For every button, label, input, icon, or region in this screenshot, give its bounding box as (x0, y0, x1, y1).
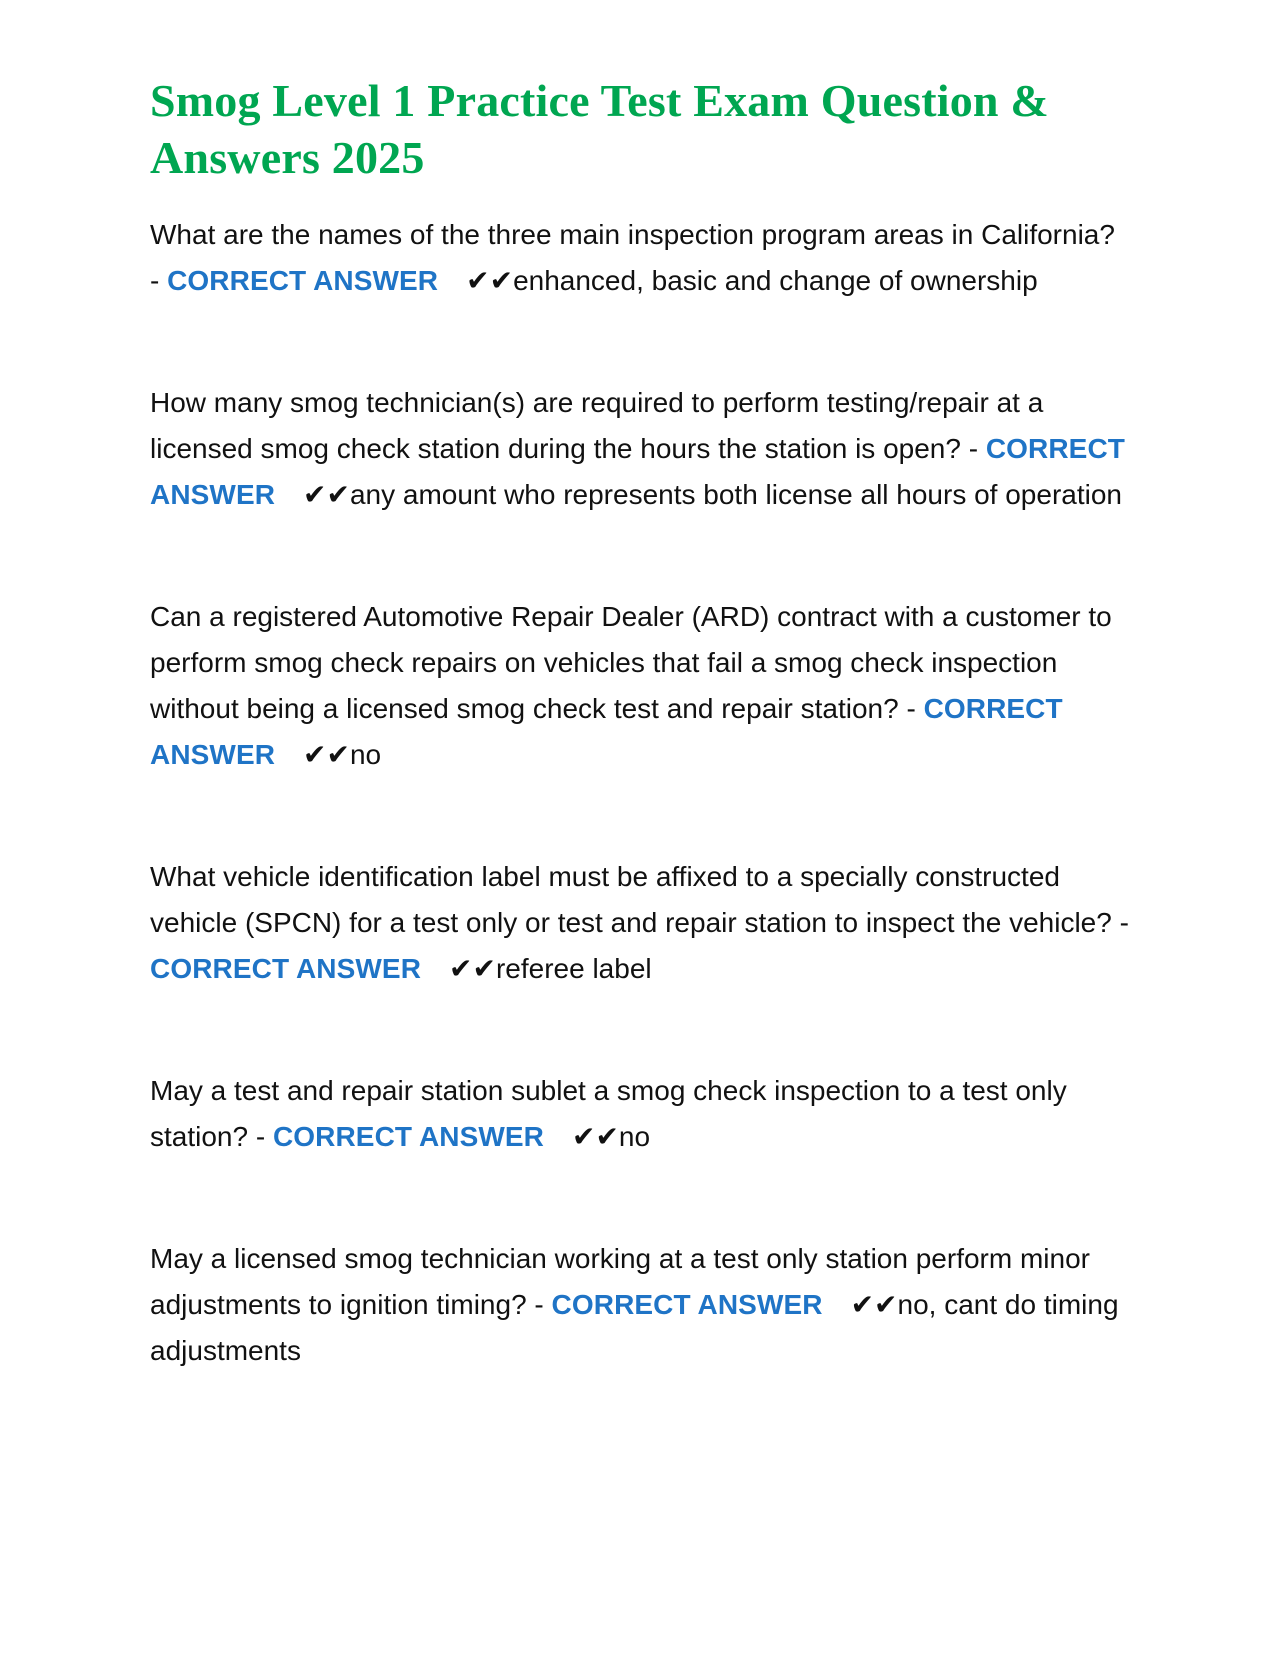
document-title: Smog Level 1 Practice Test Exam Question & Answers 2025 (150, 75, 1049, 183)
qa-item-4 (150, 854, 1130, 992)
correct-answer-label: CORRECT ANSWER (150, 953, 422, 984)
answer-text: no, cant do timing adjustments (150, 1289, 1119, 1366)
correct-answer-label: CORRECT ANSWER (167, 265, 439, 296)
correct-answer-label: CORRECT ANSWER (150, 693, 1063, 770)
answer-text: enhanced, basic and change of ownership (513, 265, 1038, 296)
question-text: May a licensed smog technician working at a test only station perform minor adjustments to ignition timing? (150, 1243, 1090, 1320)
separator: - (150, 265, 168, 296)
correct-answer-label: CORRECT ANSWER (272, 1121, 544, 1152)
question-text: May a test and repair station sublet a smog check inspection to a test only station? (150, 1075, 1067, 1152)
check-marks-icon: ✔✔ (303, 739, 350, 770)
question-text: How many smog technician(s) are required to perform testing/repair at a licensed smog check station during the hours the station is open? (150, 387, 1044, 464)
qa-item-3 (150, 594, 1130, 778)
qa-item-6 (150, 1236, 1130, 1374)
question-text: What vehicle identification label must be affixed to a specially constructed vehicle (SPCN) for a test only or test and repair station to inspect the vehicle? (150, 861, 1112, 938)
check-marks-icon: ✔✔ (303, 479, 350, 510)
check-marks-icon: ✔✔ (449, 953, 496, 984)
answer-text: no (349, 739, 382, 770)
separator: - (1111, 907, 1129, 938)
qa-item-5 (150, 1068, 1130, 1160)
separator: - (248, 1121, 273, 1152)
question-text: Can a registered Automotive Repair Dealer (ARD) contract with a customer to perform smog check repairs on vehicles that fail a smog check inspection without being a licensed smog check test and repair station? (150, 601, 1112, 724)
separator: - (898, 693, 924, 724)
check-marks-icon: ✔✔ (850, 1289, 898, 1320)
separator: - (526, 1289, 552, 1320)
answer-text: any amount who represents both license all hours of operation (349, 479, 1122, 510)
qa-item-1 (150, 212, 1130, 304)
document-content (150, 72, 1130, 1450)
separator: - (960, 433, 986, 464)
correct-answer-label: CORRECT ANSWER (551, 1289, 823, 1320)
answer-text: no (618, 1121, 651, 1152)
correct-answer-label: CORRECT ANSWER (150, 433, 1125, 510)
check-marks-icon: ✔✔ (572, 1121, 619, 1152)
qa-item-2 (150, 380, 1130, 518)
check-marks-icon: ✔✔ (466, 265, 514, 296)
answer-text: referee label (495, 953, 652, 984)
question-text: What are the names of the three main inspection program areas in California? (150, 219, 1115, 250)
